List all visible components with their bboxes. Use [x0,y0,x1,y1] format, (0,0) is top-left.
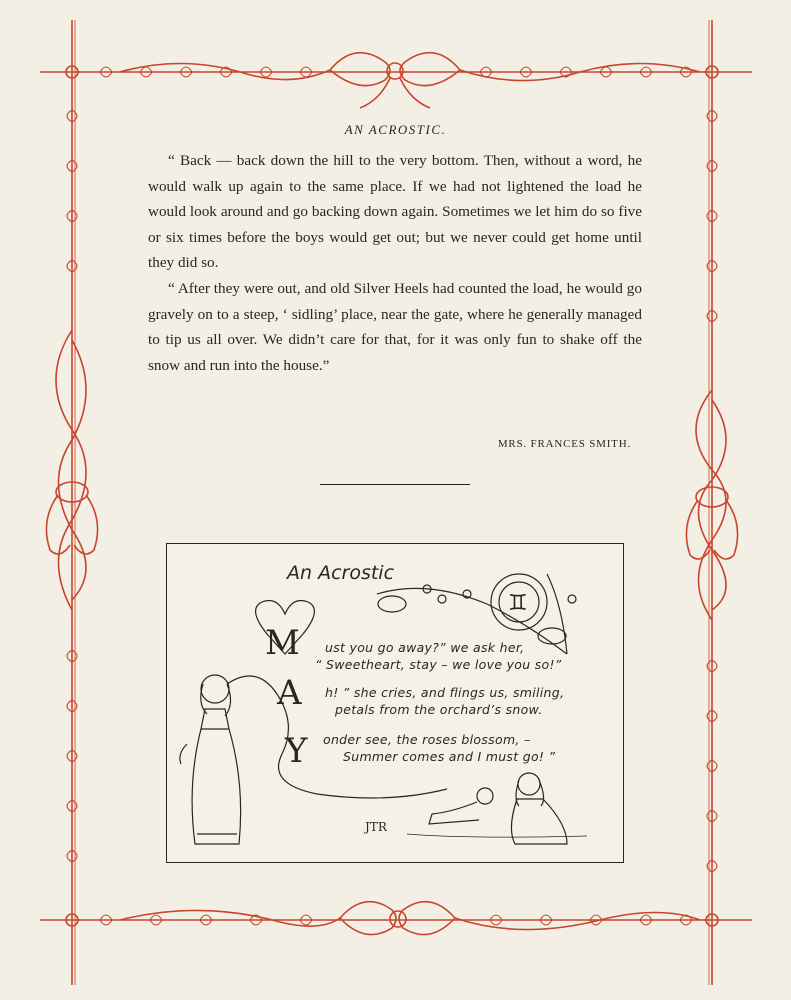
verse-line-1: ust you go away?” we ask her, [325,640,525,655]
verse-line-6: Summer comes and I must go! ” [343,749,556,764]
sitting-girl-figure [511,773,567,844]
verse-line-3: h! ” she cries, and flings us, smiling, [325,685,565,700]
verse-line-5: onder see, the roses blossom, – [323,732,531,747]
paragraph-1: “ Back — back down the hill to the very bottom. Then, without a word, he would walk up again to the same place. If we had not lightened the load he would look around and go backing down again. Sometimes we let him do so five or six times before the boys would get out; but we never could get home until they did so. [148,152,642,272]
initial-a: A [277,673,302,713]
zodiac-glyph: ♊ [508,591,528,616]
bottom-bow-ornament [120,902,700,935]
acrostic-illustration [166,543,624,863]
initial-m: M [265,623,300,663]
top-bow-ornament [120,53,700,108]
body-text [148,148,642,378]
illustration-title: An Acrostic [287,562,395,584]
section-divider [320,484,470,485]
verse-line-4: petals from the orchard’s snow. [335,702,543,717]
standing-girl-figure [180,675,241,844]
verse-line-2: “ Sweetheart, stay – we love you so!” [315,657,562,672]
lying-child-figure [429,788,493,824]
artist-monogram: JTR [365,820,387,834]
author-signature: MRS. FRANCES SMITH. [497,438,631,450]
paragraph-2: “ After they were out, and old Silver Heels had counted the load, he would go gravely on to a steep, ‘ sidling’ place, near the gate, where he generally managed to tip us all over. We didn’t care for that, for it was only fun to shake off the snow and run into the house.” [148,279,642,374]
running-head: AN ACROSTIC. [344,122,447,137]
initial-y: Y [285,731,308,771]
